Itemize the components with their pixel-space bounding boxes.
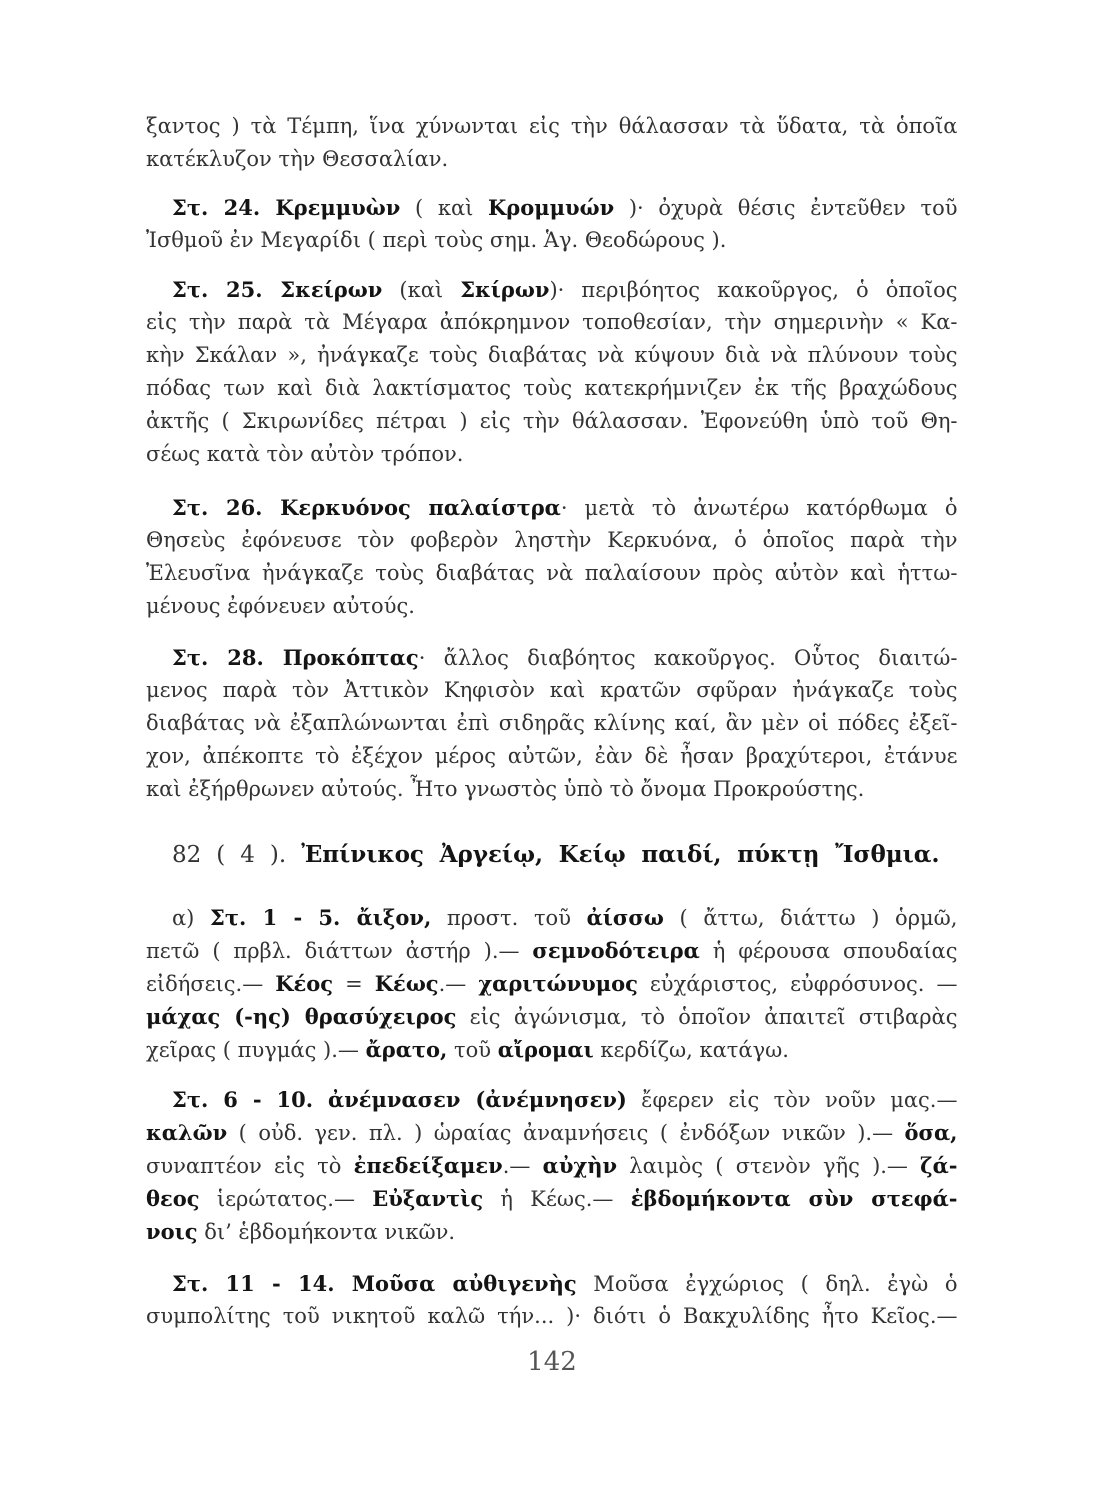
text-run: Ἐλευσῖνα ἠνάγκαζε τοὺς διαβάτας νὰ παλαίσουν πρὸς αὐτὸν καὶ ἡττω- [146,561,958,585]
text-line [146,1215,958,1248]
bold-term: Κέος [275,971,334,996]
text-run: = [333,972,375,996]
text-line [146,339,958,372]
text-run: κερδίζω, κατάγω. [593,1038,789,1062]
text-run: κατέκλυζον τὴν Θεσσαλίαν. [146,147,449,171]
text-run: τοῦ [447,1038,498,1062]
bold-term: Στ. 6 - 10. ἀνέμνασεν (ἀνέμνησεν) [172,1087,627,1112]
paragraph [146,1267,958,1333]
bold-term: σεμνοδότειρα [532,938,700,963]
bold-term: Στ. 24. Κρεμμυὼν [172,195,401,220]
bold-term: Κρομμυών [488,195,615,220]
text-run: Θησεὺς ἐφόνευσε τὸν φοβερὸν ληστὴν Κερκυόνα, ὁ ὁποῖος παρὰ τὴν [146,528,958,552]
text-line [146,524,958,557]
text-run: ἔφερεν εἰς τὸν νοῦν μας.— [626,1088,958,1112]
paragraph [146,110,958,176]
text-run: μένους ἐφόνευεν αὐτούς. [146,594,415,618]
text-run: ( καὶ [400,196,489,220]
text-line [146,1033,958,1066]
bold-term: ἄρατο, [365,1037,448,1062]
text-run: σέως κατὰ τὸν αὐτὸν τρόπον. [146,442,464,466]
bold-term: Στ. 25. Σκείρων [172,277,383,302]
text-line [146,1267,958,1300]
text-run: ( οὐδ. γεν. πλ. ) ὡραίας ἀναμνήσεις ( ἐνδόξων νικῶν ).— [227,1121,905,1145]
text-run: λαιμὸς ( στενὸν γῆς ).— [617,1154,921,1178]
text-blocks [146,110,958,1333]
text-run: Μοῦσα ἐγχώριος ( δηλ. ἐγὼ ὁ [576,1272,958,1296]
text-line [146,967,958,1000]
text-run: διαβάτας νὰ ἐξαπλώνωνται ἐπὶ σιδηρᾶς κλίνης καί, ἂν μὲν οἱ πόδες ἐξεῖ- [146,711,958,735]
text-run: εἰς τὴν παρὰ τὰ Μέγαρα ἀπόκρημνον τοποθεσίαν, τὴν σημερινὴν « Κα- [146,310,958,334]
text-run: εἰς ἀγώνισμα, τὸ ὁποῖον ἀπαιτεῖ στιβαρὰς [456,1005,958,1029]
text-run: ἀκτῆς ( Σκιρωνίδες πέτραι ) εἰς τὴν θάλασσαν. Ἐφονεύθη ὑπὸ τοῦ Θη- [146,409,958,433]
text-run: χεῖρας ( πυγμάς ).— [146,1038,366,1062]
page-number: 142 [527,1347,577,1377]
page-text-body [146,110,958,1379]
bold-term: νοις [146,1219,198,1244]
text-line [146,707,958,740]
bold-term: αὐχὴν [542,1153,618,1178]
bold-term: καλῶν [146,1120,228,1145]
section-heading [146,838,940,871]
text-line [146,224,958,257]
bold-term: μάχας (-ης) θρασύχειρος [146,1004,457,1029]
bold-term: Στ. 28. Προκόπτας [172,645,419,670]
text-line [146,110,958,143]
text-line [146,1116,958,1149]
text-line [146,372,958,405]
bold-term: ἑβδομήκοντα σὺν στεφά- [630,1186,958,1211]
text-line [146,405,958,438]
text-run: )· ὀχυρὰ θέσις ἐντεῦθεν τοῦ [614,196,958,220]
text-line [146,273,958,306]
text-run: προστ. τοῦ [431,906,587,930]
text-run: πόδας των καὶ διὰ λακτίσματος τοὺς κατεκρήμνιζεν ἐκ τῆς βραχώδους [146,376,958,400]
text-run: καὶ ἐξήρθρωνεν αὐτούς. Ἦτο γνωστὸς ὑπὸ τὸ ὄνομα Προκρούστης. [146,777,865,801]
paragraph [146,901,958,1066]
text-run: μενος παρὰ τὸν Ἀττικὸν Κηφισὸν καὶ κρατῶν σφῦραν ἠνάγκαζε τοὺς [146,678,958,702]
text-run: ἡ φέρουσα σπουδαίας [699,939,958,963]
bold-term: χαριτώνυμος [478,971,638,996]
text-run: συμπολίτης τοῦ νικητοῦ καλῶ τήν... )· διότι ὁ Βακχυλίδης ἦτο Κεῖος.— [146,1304,958,1328]
text-run: )· περιβόητος κακοῦργος, ὁ ὁποῖος [549,278,958,302]
paragraph [146,491,958,623]
text-line [146,143,958,176]
text-run: ἱερώτατος.— [199,1187,373,1211]
text-run: 82 ( 4 ). [172,842,302,868]
bold-term: Ἐπίνικος Ἀργείῳ, Κείῳ παιδί, πύκτῃ Ἴσθμια. [301,841,940,868]
text-run: ἡ Κέως.— [483,1187,631,1211]
text-line [146,641,958,674]
text-line [146,191,958,224]
text-run: δι’ ἑβδομήκοντα νικῶν. [197,1220,456,1244]
text-line [146,1000,958,1033]
text-line [146,491,958,524]
text-run: ( ἄττω, διάττω ) ὁρμῶ, [663,906,958,930]
paragraph [146,191,958,257]
text-run: Ἰσθμοῦ ἐν Μεγαρίδι ( περὶ τοὺς σημ. Ἁγ. Θεοδώρους ). [146,228,727,252]
text-run: χον, ἀπέκοπτε τὸ ἐξέχον μέρος αὐτῶν, ἐὰν δὲ ἦσαν βραχύτεροι, ἐτάνυε [146,744,958,768]
text-run: .— [438,972,479,996]
bold-term: ζά- [920,1153,958,1178]
text-line [146,557,958,590]
text-line [146,1149,958,1182]
text-run: εἰδήσεις.— [146,972,276,996]
text-line [146,1182,958,1215]
bold-term: θεος [146,1186,200,1211]
bold-term: Εὐξαντὶς [372,1186,484,1211]
text-line [146,740,958,773]
text-run: α) [172,906,211,930]
bold-term: ὅσα, [904,1120,958,1145]
bold-term: Σκίρων [460,277,550,302]
text-line [146,838,940,871]
text-run: (καὶ [382,278,461,302]
text-run: ξαντος ) τὰ Τέμπη, ἵνα χύνωνται εἰς τὴν θάλασσαν τὰ ὕδατα, τὰ ὁποῖα [146,114,958,138]
text-run: συναπτέον εἰς τὸ [146,1154,354,1178]
text-line [146,1083,958,1116]
bold-term: Στ. 1 - 5. ἄιξον, [210,905,432,930]
text-run: · μετὰ τὸ ἀνωτέρω κατόρθωμα ὁ [560,496,958,520]
paragraph [146,641,958,806]
text-line [146,590,958,623]
bold-term: ἀίσσω [586,905,664,930]
text-line [146,773,958,806]
paragraph [146,273,958,471]
text-run: .— [502,1154,543,1178]
text-line [146,438,958,471]
bold-term: Στ. 26. Κερκυόνος παλαίστρα [172,495,561,520]
bold-term: Κέως [374,971,439,996]
text-run: πετῶ ( πρβλ. διάττων ἀστήρ ).— [146,939,533,963]
bold-term: αἴρομαι [497,1037,594,1062]
text-line [146,934,958,967]
text-line [146,306,958,339]
text-line [146,1300,958,1333]
bold-term: ἐπεδείξαμεν [353,1153,503,1178]
text-line [146,901,958,934]
text-line [146,674,958,707]
paragraph [146,1083,958,1248]
text-run: κὴν Σκάλαν », ἠνάγκαζε τοὺς διαβάτας νὰ κύψουν διὰ νὰ πλύνουν τοὺς [146,343,958,367]
text-run: · ἄλλος διαβόητος κακοῦργος. Οὗτος διαιτώ- [418,646,958,670]
text-run: εὐχάριστος, εὐφρόσυνος. — [637,972,958,996]
bold-term: Στ. 11 - 14. Μοῦσα αὐθιγενὴς [172,1271,577,1296]
